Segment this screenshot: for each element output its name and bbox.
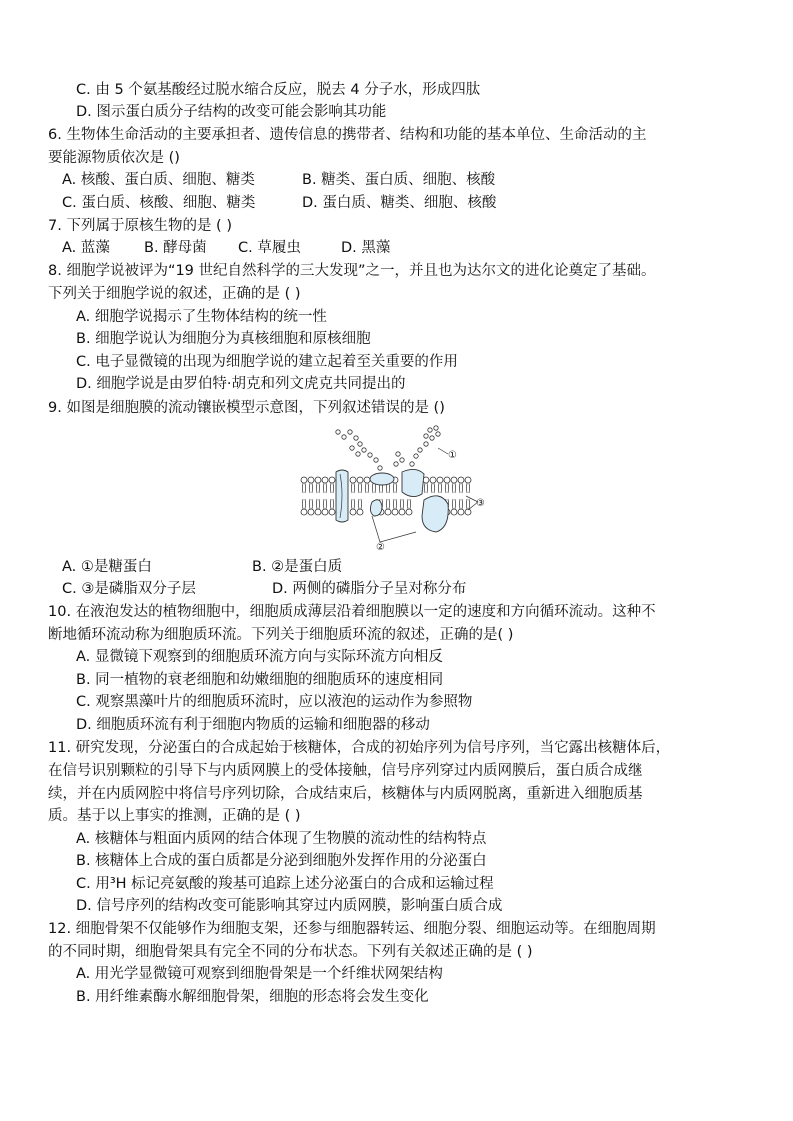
q6-option-d: D. 蛋白质、糖类、细胞、核酸 xyxy=(302,195,497,211)
q6-option-a: A. 核酸、蛋白质、细胞、糖类 xyxy=(62,172,255,188)
q11-stem-line-1: 11. 研究发现，分泌蛋白的合成起始于核糖体，合成的初始序列为信号序列，当它露出核糖体后， xyxy=(48,740,671,756)
q11-option-d: D. 信号序列的结构改变可能影响其穿过内质网膜，影响蛋白质合成 xyxy=(76,898,503,914)
q11-stem-line-3: 续，并在内质网腔中将信号序列切除，合成结束后，核糖体与内质网脱离，重新进入细胞质基 xyxy=(48,786,643,802)
q9-option-c: C. ③是磷脂双分子层 xyxy=(62,581,196,597)
label-2: ② xyxy=(376,542,385,553)
q12-option-a: A. 用光学显微镜可观察到细胞骨架是一个纤维状网架结构 xyxy=(76,966,443,982)
q8-stem-line-2: 下列关于细胞学说的叙述，正确的是 ( ) xyxy=(48,286,301,302)
q12-stem-line-1: 12. 细胞骨架不仅能够作为细胞支架，还参与细胞器转运、细胞分裂、细胞运动等。在细胞周期 xyxy=(48,921,656,937)
q10-option-d: D. 细胞质环流有利于细胞内物质的运输和细胞器的移动 xyxy=(76,717,430,733)
q9-stem: 9. 如图是细胞膜的流动镶嵌模型示意图，下列叙述错误的是 () xyxy=(48,400,445,416)
q10-option-a: A. 显微镜下观察到的细胞质环流方向与实际环流方向相反 xyxy=(76,649,443,665)
q10-option-b: B. 同一植物的衰老细胞和幼嫩细胞的细胞质环的速度相同 xyxy=(76,672,444,688)
label-3: ③ xyxy=(476,498,485,509)
q11-option-a: A. 核糖体与粗面内质网的结合体现了生物膜的流动性的结构特点 xyxy=(76,831,487,847)
q11-stem-line-4: 质。基于以上事实的推测，正确的是 ( ) xyxy=(48,808,301,824)
q11-option-c: C. 用³H 标记亮氨酸的羧基可追踪上述分泌蛋白的合成和运输过程 xyxy=(76,876,494,892)
q9-options-row-2 xyxy=(62,579,466,599)
q8-option-b: B. 细胞学说认为细胞分为真核细胞和原核细胞 xyxy=(76,331,371,347)
q6-options-row-1 xyxy=(62,170,495,190)
q12-stem-line-2: 的不同时期，细胞骨架具有完全不同的分布状态。下列有关叙述正确的是 ( ) xyxy=(48,944,533,960)
q8-option-a: A. 细胞学说揭示了生物体结构的统一性 xyxy=(76,309,327,325)
q6-stem-line-2: 要能源物质依次是 () xyxy=(48,150,180,166)
q10-option-c: C. 观察黑藻叶片的细胞质环流时，应以液泡的运动作为参照物 xyxy=(76,694,473,710)
q5-option-c: C. 由 5 个氨基酸经过脱水缩合反应，脱去 4 分子水，形成四肽 xyxy=(76,82,481,98)
q7-options-row xyxy=(62,238,390,258)
figure-label-lines xyxy=(372,448,478,542)
q10-stem-line-2: 断地循环流动称为细胞质环流。下列关于细胞质环流的叙述，正确的是( ) xyxy=(48,627,514,643)
q7-option-d: D. 黑藻 xyxy=(341,240,391,256)
q7-option-b: B. 酵母菌 xyxy=(144,240,207,256)
label-1: ① xyxy=(448,450,457,461)
q7-option-c: C. 草履虫 xyxy=(238,240,301,256)
q11-stem-line-2: 在信号识别颗粒的引导下与内质网膜上的受体接触，信号序列穿过内质网膜后，蛋白质合成继 xyxy=(48,763,643,779)
q5-option-d: D. 图示蛋白质分子结构的改变可能会影响其功能 xyxy=(76,104,387,120)
q8-option-c: C. 电子显微镜的出现为细胞学说的建立起着至关重要的作用 xyxy=(76,354,458,370)
q12-option-b: B. 用纤维素酶水解细胞骨架，细胞的形态将会发生变化 xyxy=(76,989,429,1005)
q9-option-b: B. ②是蛋白质 xyxy=(252,559,343,575)
q9-option-a: A. ①是糖蛋白 xyxy=(62,559,152,575)
q6-options-row-2 xyxy=(62,193,496,213)
q6-stem-line-1: 6. 生物体生命活动的主要承担者、遗传信息的携带者、结构和功能的基本单位、生命活动的主 xyxy=(48,127,647,143)
fluid-mosaic-membrane-diagram xyxy=(298,424,498,554)
q7-option-a: A. 蓝藻 xyxy=(62,240,110,256)
q6-option-c: C. 蛋白质、核酸、细胞、糖类 xyxy=(62,195,256,211)
q7-stem: 7. 下列属于原核生物的是 ( ) xyxy=(48,218,232,234)
q11-option-b: B. 核糖体上合成的蛋白质都是分泌到细胞外发挥作用的分泌蛋白 xyxy=(76,853,487,869)
glycocalyx-chains xyxy=(336,426,440,470)
q9-options-row-1 xyxy=(62,557,342,577)
q9-option-d: D. 两侧的磷脂分子呈对称分布 xyxy=(272,581,467,597)
q6-option-b: B. 糖类、蛋白质、细胞、核酸 xyxy=(302,172,496,188)
q8-stem-line-1: 8. 细胞学说被评为“19 世纪自然科学的三大发现”之一，并且也为达尔文的进化论奠定了基础。 xyxy=(48,263,656,279)
q10-stem-line-1: 10. 在液泡发达的植物细胞中，细胞质成薄层沿着细胞膜以一定的速度和方向循环流动。这种不 xyxy=(48,604,656,620)
q8-option-d: D. 细胞学说是由罗伯特·胡克和列文虎克共同提出的 xyxy=(76,376,406,392)
